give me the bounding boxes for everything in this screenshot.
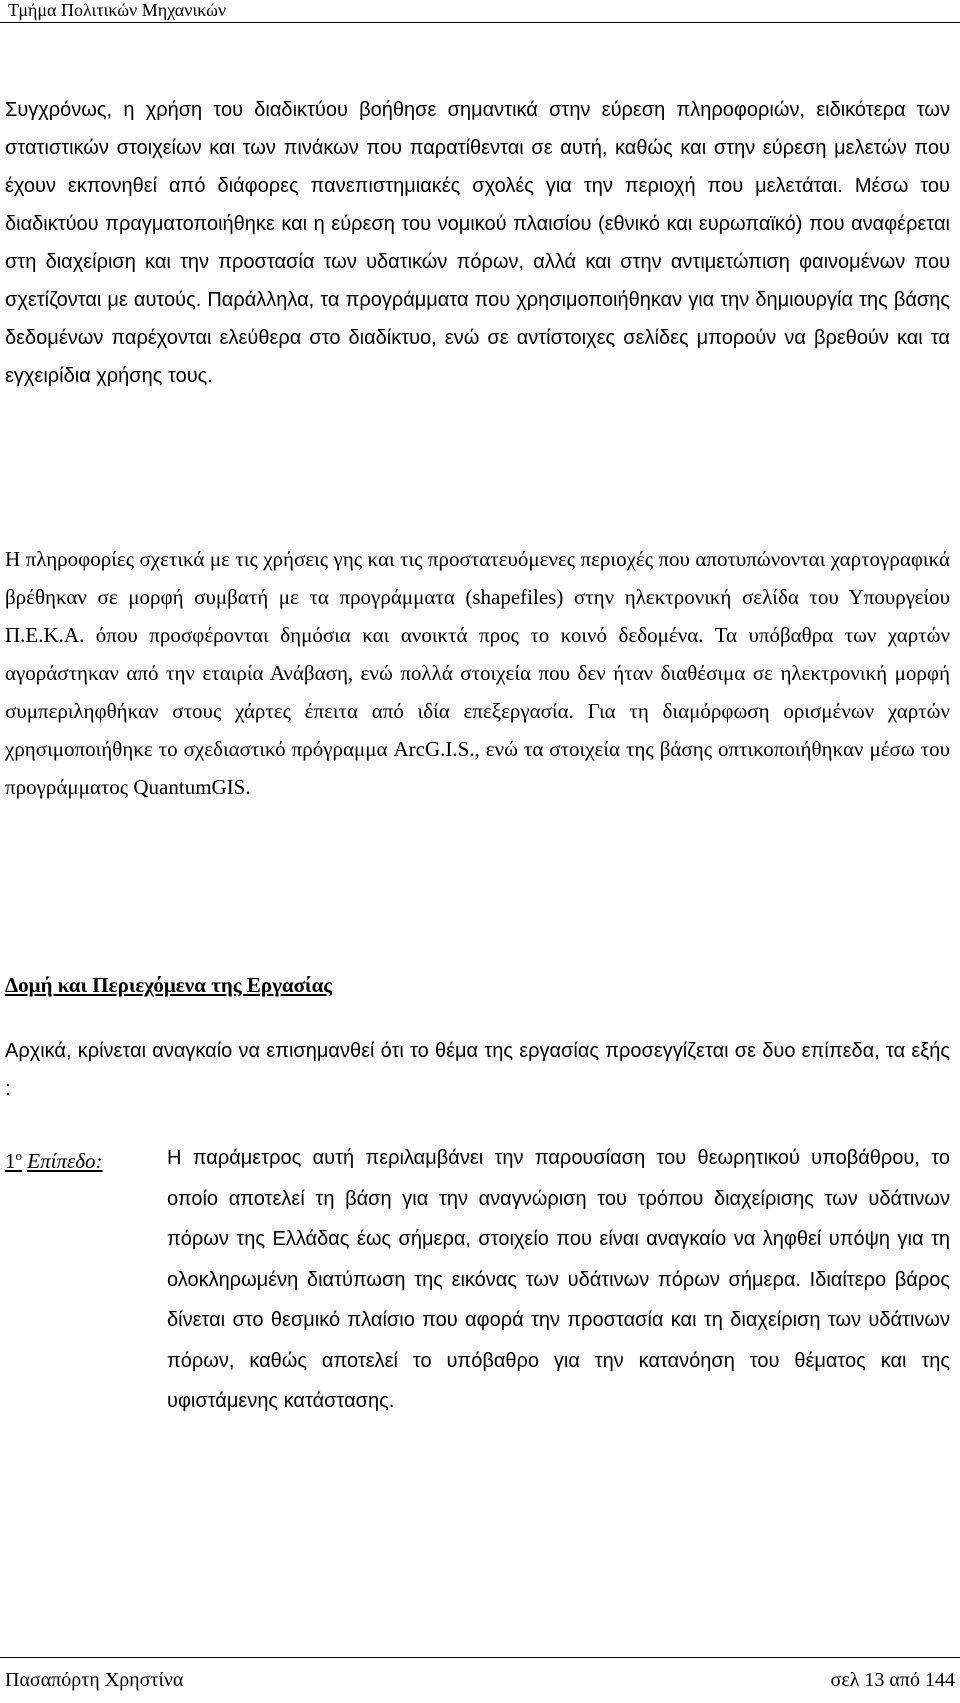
paragraph-sentence-3: Παράλληλα, τα προγράμματα που χρησιμοποιήθηκαν για την δημιουργία της βάσης δεδομένων παρέχονται ελεύθερα στο διαδίκτυο, ενώ σε αντίστοιχες σελίδες μπορούν να βρεθούν και τα εγχειρίδια χρήσης τους. [5,289,950,387]
paragraph-sentence-1: Συγχρόνως, η χρήση του διαδικτύου βοήθησε σημαντικά στην εύρεση πληροφοριών, ειδικότερα των στατιστικών στοιχείων και των πινάκων που παρατίθενται σε αυτή, καθώς και στην εύρεση μελετών που έχουν εκπονηθεί από διάφορες πανεπιστημιακές σχολές για την περιοχή που μελετάται. [5,99,950,197]
paragraph-sentence-2: Μέσω του διαδικτύου πραγματοποιήθηκε και η εύρεση του νομικού πλαισίου (εθνικό και ευρωπαϊκό) που αναφέρεται στη διαχείριση και την προστασία των υδατικών πόρων, αλλά και στην αντιμετώπιση φαινομένων που σχετίζονται με αυτούς. [5,175,950,311]
paragraph-internet-research [5,91,950,395]
footer-divider [0,1657,960,1658]
page-footer [0,1666,960,1696]
footer-author: Πασαπόρτη Χρηστίνα [5,1669,184,1691]
page-header [0,0,960,23]
level-number: $1^o$ [5,1148,22,1173]
level-1-description: Η παράμετρος αυτή περιλαμβάνει την παρουσίαση του θεωρητικού υποβάθρου, το οποίο αποτελεί τη βάση για την αναγνώριση του τρόπου διαχείρισης των υδάτινων πόρων της Ελλάδας έως σήμερα, στοιχείο που είναι αναγκαίο να ληφθεί υπόψη για τη ολοκληρωμένη διατύπωση της εικόνας των υδάτινων πόρων σήμερα. Ιδιαίτερο βάρος δίνεται στο θεσμικό πλαίσιο που αφορά την προστασία και τη διαχείριση των υδάτινων πόρων, καθώς αποτελεί το υπόβαθρο για την κατανόηση του θέματος και της υφιστάμενης κατάστασης. [167,1147,950,1412]
section-heading: Δομή και Περιεχόμενα της Εργασίας [5,973,333,997]
paragraph-map-data: Η πληροφορίες σχετικά με τις χρήσεις γης και τις προστατευόμενες περιοχές που αποτυπώνονται χαρτογραφικά βρέθηκαν σε μορφή συμβατή με τα προγράμματα (shapefiles) στην ηλεκτρονική σελίδα του Υπουργείου Π.Ε.Κ.Α. όπου προσφέρονται δημόσια και ανοικτά προς το κοινό δεδομένα. Τα υπόβαθρα των χαρτών αγοράστηκαν από την εταιρία Ανάβαση, ενώ πολλά στοιχεία που δεν ήταν διαθέσιμα σε ηλεκτρονική μορφή συμπεριληφθήκαν στους χάρτες έπειτα από ιδία επεξεργασία. Για τη διαμόρφωση ορισμένων χαρτών χρησιμοποιήθηκε το σχεδιαστικό πρόγραμμα ArcG.I.S., ενώ τα στοιχεία της βάσης οπτικοποιήθηκαν μέσω του προγράμματος QuantumGIS. [5,547,950,799]
page-number: σελ 13 από 144 [830,1669,955,1691]
level-superscript: ο [15,1148,22,1163]
paragraph-intro-levels: Αρχικά, κρίνεται αναγκαίο να επισημανθεί ότι το θέμα της εργασίας προσεγγίζεται σε δυο επίπεδα, τα εξής : [5,1040,950,1100]
department-title: Τμήμα Πολιτικών Μηχανικών [8,0,227,20]
level-1-label [5,1143,103,1179]
level-name: Επίπεδο: [27,1149,103,1173]
